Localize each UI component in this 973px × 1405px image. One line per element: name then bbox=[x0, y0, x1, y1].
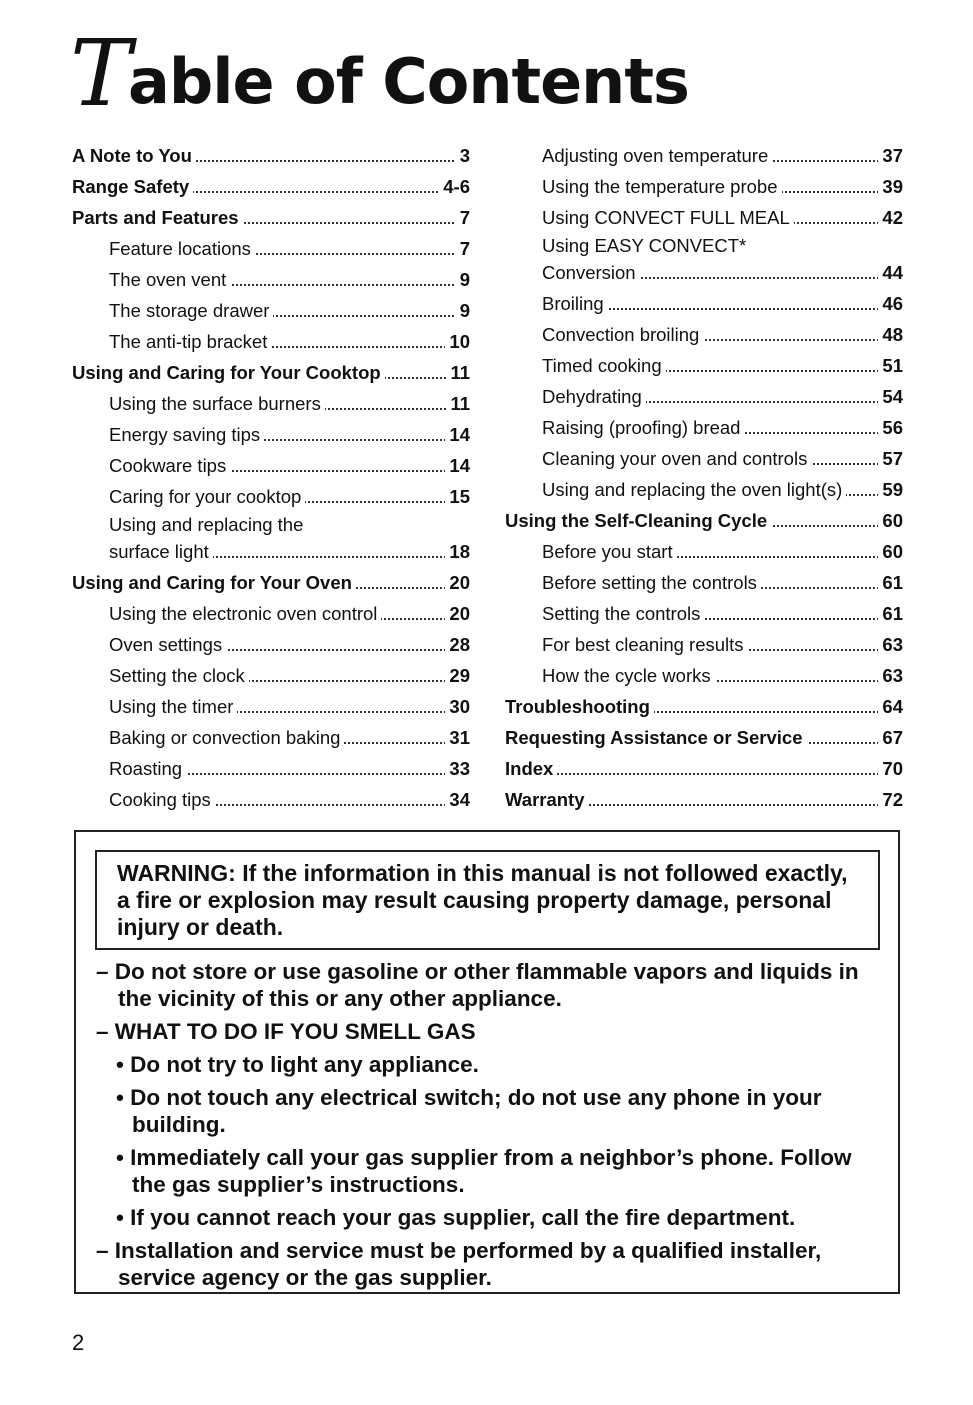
warning-item: – Do not store or use gasoline or other flammable vapors and liquids in the vicinity of this or any other appliance. bbox=[96, 959, 859, 1011]
toc-entry bbox=[505, 471, 903, 502]
toc-entry-label: Range Safety bbox=[72, 175, 193, 199]
toc-entry-page: 30 bbox=[445, 695, 470, 719]
toc-entry-page: 51 bbox=[878, 354, 903, 378]
toc-entry-label: Using and Caring for Your Oven bbox=[72, 571, 356, 595]
warning-subitem: • If you cannot reach your gas supplier, call the fire department. bbox=[116, 1205, 796, 1230]
toc-entry bbox=[72, 292, 470, 323]
toc-entry-label: Troubleshooting bbox=[505, 695, 654, 719]
toc-entry-label: Using the Self-Cleaning Cycle bbox=[505, 509, 771, 533]
toc-entry-page: 28 bbox=[445, 633, 470, 657]
toc-entry-label: Using the surface burners bbox=[109, 392, 325, 416]
toc-entry-page: 3 bbox=[456, 144, 470, 168]
toc-entry bbox=[505, 750, 903, 781]
warning-list bbox=[96, 958, 886, 1291]
toc-entry bbox=[505, 440, 903, 471]
toc-entry bbox=[72, 595, 470, 626]
toc-entry-label: Broiling bbox=[542, 292, 608, 316]
toc-entry bbox=[72, 230, 470, 261]
toc-right-column bbox=[505, 137, 903, 812]
toc-entry-label: The anti-tip bracket bbox=[109, 330, 271, 354]
toc-entry bbox=[505, 199, 903, 230]
toc-entry-page: 10 bbox=[445, 330, 470, 354]
toc-entry bbox=[505, 285, 903, 316]
toc-entry-label: Using and Caring for Your Cooktop bbox=[72, 361, 385, 385]
toc-entry-label: Timed cooking bbox=[542, 354, 666, 378]
warning-heading: WARNING: If the information in this manual is not followed exactly, a fire or explosion may result causing property damage, personal injury or death. bbox=[95, 850, 880, 950]
toc-entry bbox=[505, 347, 903, 378]
toc-entry-label: Warranty bbox=[505, 788, 589, 812]
toc-entry bbox=[72, 261, 470, 292]
toc-entry-page: 11 bbox=[446, 361, 470, 385]
toc-entry-page: 56 bbox=[878, 416, 903, 440]
toc-entry-label: Oven settings bbox=[109, 633, 226, 657]
warning-subitem: • Immediately call your gas supplier from a neighbor’s phone. Follow the gas supplier’s instructions. bbox=[116, 1145, 852, 1197]
toc-entry-page: 11 bbox=[446, 392, 470, 416]
toc-entry-label: Feature locations bbox=[109, 237, 255, 261]
toc-entry-label-line1: Using EASY CONVECT* bbox=[542, 235, 747, 256]
toc-entry bbox=[505, 626, 903, 657]
toc-entry-label: Convection broiling bbox=[542, 323, 703, 347]
toc-entry-label-line1: Using and replacing the bbox=[109, 514, 304, 535]
toc-entry bbox=[505, 595, 903, 626]
toc-entry-page: 31 bbox=[445, 726, 470, 750]
toc-entry bbox=[72, 478, 470, 509]
toc-entry-label: surface light bbox=[109, 540, 213, 564]
toc-entry-page: 7 bbox=[456, 206, 470, 230]
toc-entry bbox=[72, 385, 470, 416]
toc-entry-page: 4-6 bbox=[439, 175, 470, 199]
toc-entry-label: Before setting the controls bbox=[542, 571, 761, 595]
toc-entry bbox=[72, 323, 470, 354]
toc-entry bbox=[505, 564, 903, 595]
title-text: able of Contents bbox=[128, 45, 689, 118]
toc-entry-label: Setting the controls bbox=[542, 602, 704, 626]
toc-entry-page: 34 bbox=[445, 788, 470, 812]
toc-entry-label: Using CONVECT FULL MEAL bbox=[542, 206, 794, 230]
toc-entry bbox=[505, 781, 903, 812]
toc-entry-label: Conversion bbox=[542, 261, 640, 285]
toc-entry-page: 33 bbox=[445, 757, 470, 781]
toc-entry bbox=[505, 719, 903, 750]
toc-entry-label: Setting the clock bbox=[109, 664, 249, 688]
toc-entry-label: Cookware tips bbox=[109, 454, 230, 478]
toc-entry-label: Requesting Assistance or Service bbox=[505, 726, 807, 750]
toc-entry-label: Raising (proofing) bread bbox=[542, 416, 744, 440]
toc-entry-label: Caring for your cooktop bbox=[109, 485, 305, 509]
toc-entry bbox=[72, 416, 470, 447]
toc-entry bbox=[505, 533, 903, 564]
toc-entry bbox=[505, 168, 903, 199]
toc-entry-page: 46 bbox=[878, 292, 903, 316]
toc-entry-page: 63 bbox=[878, 664, 903, 688]
toc-entry-label: Adjusting oven temperature bbox=[542, 144, 772, 168]
toc-entry-label: Energy saving tips bbox=[109, 423, 264, 447]
toc-entry-label: A Note to You bbox=[72, 144, 196, 168]
toc-entry-page: 15 bbox=[445, 485, 470, 509]
toc-entry-page: 39 bbox=[878, 175, 903, 199]
warning-item: – WHAT TO DO IF YOU SMELL GAS bbox=[96, 1019, 476, 1044]
toc-entry-label: Baking or convection baking bbox=[109, 726, 344, 750]
toc-entry-label: Using the timer bbox=[109, 695, 237, 719]
toc-entry bbox=[505, 230, 903, 285]
toc-entry-page: 14 bbox=[445, 454, 470, 478]
toc-entry-label: Roasting bbox=[109, 757, 186, 781]
toc-entry-label: The oven vent bbox=[109, 268, 230, 292]
toc-entry-page: 60 bbox=[878, 509, 903, 533]
page-number: 2 bbox=[72, 1330, 85, 1355]
toc-entry-page: 48 bbox=[878, 323, 903, 347]
toc-entry-label: Using and replacing the oven light(s) bbox=[542, 478, 846, 502]
toc-entry-page: 60 bbox=[878, 540, 903, 564]
toc-entry-label: The storage drawer bbox=[109, 299, 273, 323]
toc-entry bbox=[505, 409, 903, 440]
toc-entry-label: Cooking tips bbox=[109, 788, 215, 812]
toc-entry-page: 61 bbox=[878, 602, 903, 626]
toc-entry-page: 61 bbox=[878, 571, 903, 595]
toc-entry-page: 7 bbox=[456, 237, 470, 261]
toc-entry-label: Parts and Features bbox=[72, 206, 243, 230]
toc-entry-page: 18 bbox=[445, 540, 470, 564]
toc-entry-page: 14 bbox=[445, 423, 470, 447]
toc-entry-page: 63 bbox=[878, 633, 903, 657]
toc-entry-page: 42 bbox=[878, 206, 903, 230]
toc-entry-page: 72 bbox=[878, 788, 903, 812]
toc-entry-page: 9 bbox=[456, 299, 470, 323]
toc-entry bbox=[72, 137, 470, 168]
toc-entry bbox=[72, 750, 470, 781]
toc-entry-page: 57 bbox=[878, 447, 903, 471]
toc-entry bbox=[72, 719, 470, 750]
warning-subitem: • Do not touch any electrical switch; do not use any phone in your building. bbox=[116, 1085, 822, 1137]
toc-entry-page: 64 bbox=[878, 695, 903, 719]
toc-entry bbox=[505, 657, 903, 688]
warning-item: – Installation and service must be performed by a qualified installer, service agency or the gas supplier. bbox=[96, 1238, 822, 1290]
toc-entry bbox=[505, 137, 903, 168]
page-title bbox=[70, 20, 770, 127]
toc-entry-page: 37 bbox=[878, 144, 903, 168]
toc-entry-page: 70 bbox=[878, 757, 903, 781]
toc-entry-label: Before you start bbox=[542, 540, 677, 564]
toc-entry-page: 20 bbox=[445, 602, 470, 626]
toc-entry bbox=[72, 626, 470, 657]
toc-entry-page: 20 bbox=[445, 571, 470, 595]
toc-entry bbox=[505, 502, 903, 533]
toc-entry-label: Dehydrating bbox=[542, 385, 646, 409]
toc-entry bbox=[72, 564, 470, 595]
toc-entry-page: 59 bbox=[878, 478, 903, 502]
toc-entry-page: 67 bbox=[878, 726, 903, 750]
toc-left-column bbox=[72, 137, 470, 812]
toc-entry-label: Cleaning your oven and controls bbox=[542, 447, 811, 471]
toc-entry bbox=[72, 199, 470, 230]
toc-entry-label: For best cleaning results bbox=[542, 633, 748, 657]
toc-entry bbox=[505, 316, 903, 347]
toc-entry bbox=[72, 781, 470, 812]
warning-box bbox=[74, 830, 900, 1294]
toc-entry bbox=[72, 354, 470, 385]
toc-entry bbox=[505, 688, 903, 719]
toc-entry bbox=[72, 688, 470, 719]
toc-entry-label: Index bbox=[505, 757, 557, 781]
toc-entry bbox=[72, 509, 470, 564]
toc-entry-page: 54 bbox=[878, 385, 903, 409]
toc-entry-label: Using the temperature probe bbox=[542, 175, 782, 199]
toc-entry-page: 44 bbox=[878, 261, 903, 285]
toc-entry bbox=[72, 657, 470, 688]
toc-entry bbox=[72, 168, 470, 199]
toc-entry-page: 9 bbox=[456, 268, 470, 292]
toc-entry-label: Using the electronic oven control bbox=[109, 602, 381, 626]
toc-entry-page: 29 bbox=[445, 664, 470, 688]
leader-dots bbox=[505, 773, 903, 775]
title-initial-letter: T bbox=[70, 20, 132, 127]
toc-entry bbox=[505, 378, 903, 409]
toc-entry-label: How the cycle works bbox=[542, 664, 715, 688]
warning-subitem: • Do not try to light any appliance. bbox=[116, 1052, 479, 1077]
toc-entry bbox=[72, 447, 470, 478]
